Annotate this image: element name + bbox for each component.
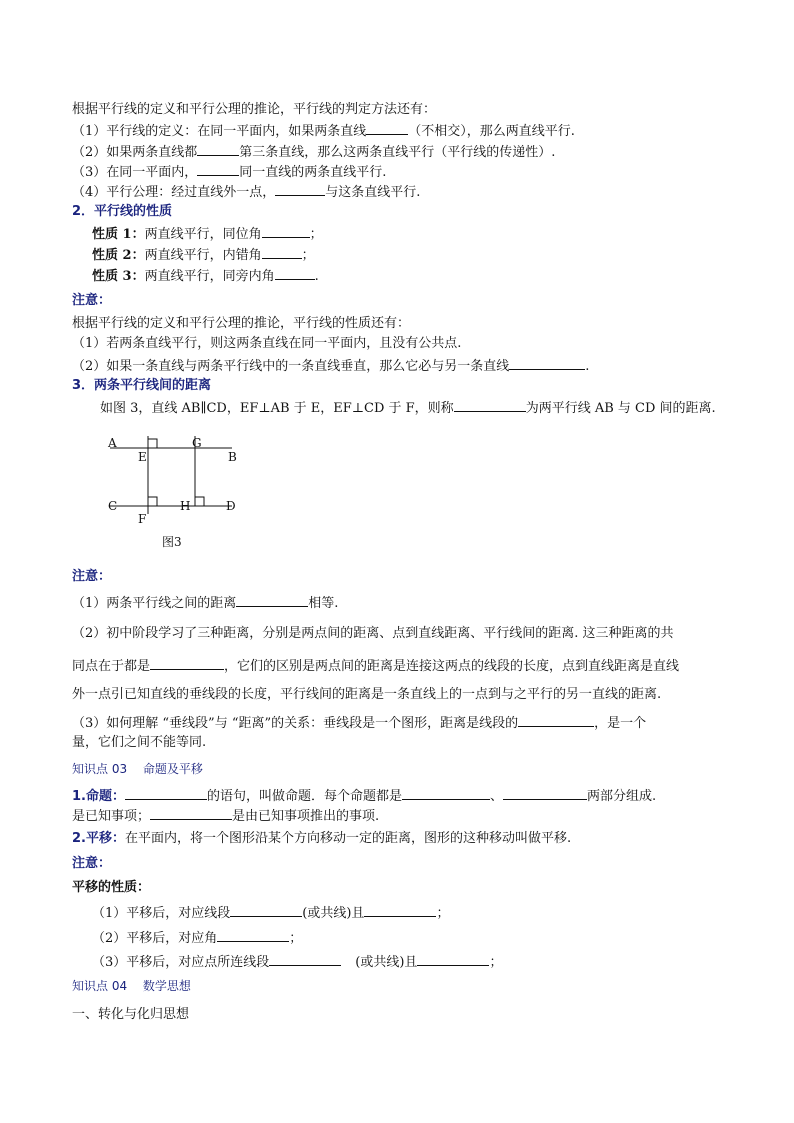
property-label: 性质 2： [92, 248, 145, 263]
text-segment: . [585, 359, 590, 374]
text-line [92, 903, 449, 923]
label-g: G [192, 436, 202, 450]
text-segment: 、 [490, 789, 504, 804]
blank [275, 182, 325, 196]
blank [366, 121, 408, 135]
text-segment: 两部分组成. [587, 789, 657, 804]
text-line [72, 356, 589, 376]
text-segment: 同一直线的两条直线平行. [239, 165, 387, 180]
text-segment: ； [301, 248, 315, 263]
text-segment: 是由已知事项推出的事项. [232, 809, 380, 824]
text-segment: 与这条直线平行. [325, 185, 421, 200]
label-b: B [228, 450, 237, 464]
text-segment: ，是一个 [594, 716, 647, 731]
text-line [72, 806, 379, 826]
text-line: 量，它们之间不能等同. [72, 735, 207, 750]
subheading: 平移的性质： [72, 880, 151, 895]
right-angle-f [148, 497, 157, 506]
label-f: F [138, 512, 147, 526]
text-segment: (或共线)且 [302, 906, 365, 921]
blank [125, 786, 207, 800]
blank [402, 786, 490, 800]
label-e: E [138, 450, 147, 464]
blank [364, 903, 436, 917]
blank [269, 952, 341, 966]
text-segment: 的语句，叫做命题．每个命题都是 [206, 789, 402, 804]
text-segment: 同点在于都是 [72, 659, 151, 674]
blank [236, 593, 308, 607]
note-heading: 注意： [72, 293, 112, 308]
property-label: 性质 1： [92, 227, 145, 242]
text-line [100, 398, 716, 418]
blank [503, 786, 587, 800]
right-angle-e [148, 439, 157, 448]
text-segment: （1）平行线的定义：在同一平面内，如果两条直线 [72, 124, 367, 139]
text-segment: ，它们的区别是两点间的距离是连接这两点的线段的长度，点到直线距离是直线 [224, 659, 680, 674]
blank [417, 952, 489, 966]
blank [509, 356, 585, 370]
blank [275, 266, 315, 280]
text-segment: （3）如何理解 “垂线段”与 “距离”的关系：垂线段是一个图形，距离是线段的 [72, 716, 519, 731]
term-label: 2.平移： [72, 831, 125, 846]
text-line: 一、转化与化归思想 [72, 1007, 190, 1022]
text-segment: ； [436, 906, 450, 921]
property-line [92, 266, 319, 286]
blank [150, 806, 232, 820]
note-heading: 注意： [72, 569, 112, 584]
text-segment: （1）两条平行线之间的距离 [72, 596, 237, 611]
text-segment: 如图 3，直线 AB∥CD，EF⊥AB 于 E，EF⊥CD 于 F，则称 [100, 401, 454, 416]
text-segment: 相等. [308, 596, 339, 611]
text-line [72, 162, 386, 182]
text-segment: ； [309, 227, 323, 242]
text-segment: 是已知事项； [72, 809, 151, 824]
text-line: 外一点引已知直线的垂线段的长度，平行线间的距离是一条直线上的一点到与之平行的另一直线的距离. [72, 687, 662, 702]
blank [262, 224, 310, 238]
blank [230, 903, 302, 917]
text-line: （2）初中阶段学习了三种距离，分别是两点间的距离、点到直线距离、平行线间的距离. 这三种距离的共 [72, 626, 674, 641]
text-segment: （3）在同一平面内， [72, 165, 198, 180]
text-segment: 两直线平行，同位角 [144, 227, 262, 242]
text-segment: （2）平移后，对应角 [92, 931, 218, 946]
text-segment: ； [489, 955, 503, 970]
text-segment: （4）平行公理：经过直线外一点， [72, 185, 276, 200]
property-line [92, 224, 323, 244]
blank [197, 162, 239, 176]
text-line [72, 142, 555, 162]
text-segment: ； [289, 931, 303, 946]
figure-3 [100, 430, 250, 555]
text-segment: （2）如果一条直线与两条平行线中的一条直线垂直，那么它必与另一条直线 [72, 359, 510, 374]
label-c: C [108, 499, 118, 513]
knowledge-point-heading: 知识点 04 数学思想 [72, 979, 191, 993]
text-segment: （2）如果两条直线都 [72, 145, 198, 160]
text-segment: 第三条直线，那么这两条直线平行（平行线的传递性）. [239, 145, 556, 160]
blank [518, 713, 594, 727]
label-a: A [108, 436, 117, 450]
property-line [92, 245, 315, 265]
text-segment: 为两平行线 AB 与 CD 间的距离. [525, 401, 716, 416]
text-line: 根据平行线的定义和平行公理的推论，平行线的性质还有： [72, 316, 411, 331]
text-segment: （3）平移后，对应点所连线段 [92, 955, 270, 970]
text-line [72, 593, 338, 613]
text-line [92, 952, 502, 972]
blank [217, 928, 289, 942]
text-segment: 在平面内，将一个图形沿某个方向移动一定的距离，图形的这种移动叫做平移. [124, 831, 572, 846]
blank [262, 245, 302, 259]
text-line [72, 656, 679, 676]
blank [150, 656, 224, 670]
knowledge-point-heading: 知识点 03 命题及平移 [72, 762, 203, 776]
text-line: 根据平行线的定义和平行公理的推论，平行线的判定方法还有： [72, 102, 437, 117]
text-line: （1）若两条直线平行，则这两条直线在同一平面内，且没有公共点. [72, 336, 462, 351]
property-label: 性质 3： [92, 269, 145, 284]
text-segment: （不相交），那么两直线平行. [408, 124, 575, 139]
section-heading: 2．平行线的性质 [72, 204, 173, 219]
text-line [72, 713, 646, 733]
note-heading: 注意： [72, 856, 112, 871]
label-d: D [226, 499, 236, 513]
section-heading: 3．两条平行线间的距离 [72, 378, 212, 393]
term-label: 1.命题： [72, 789, 125, 804]
text-line [92, 928, 302, 948]
text-segment: . [314, 269, 319, 284]
right-angle-h [195, 497, 204, 506]
text-line [72, 786, 656, 806]
figure-caption: 图3 [162, 535, 182, 549]
blank [454, 398, 526, 412]
text-segment: 两直线平行，内错角 [144, 248, 262, 263]
text-line [72, 182, 420, 202]
text-segment: (或共线)且 [355, 955, 418, 970]
blank [197, 142, 239, 156]
text-segment: 两直线平行，同旁内角 [144, 269, 275, 284]
text-line [72, 830, 571, 848]
label-h: H [180, 499, 191, 513]
text-line [72, 121, 575, 141]
text-segment: （1）平移后，对应线段 [92, 906, 231, 921]
